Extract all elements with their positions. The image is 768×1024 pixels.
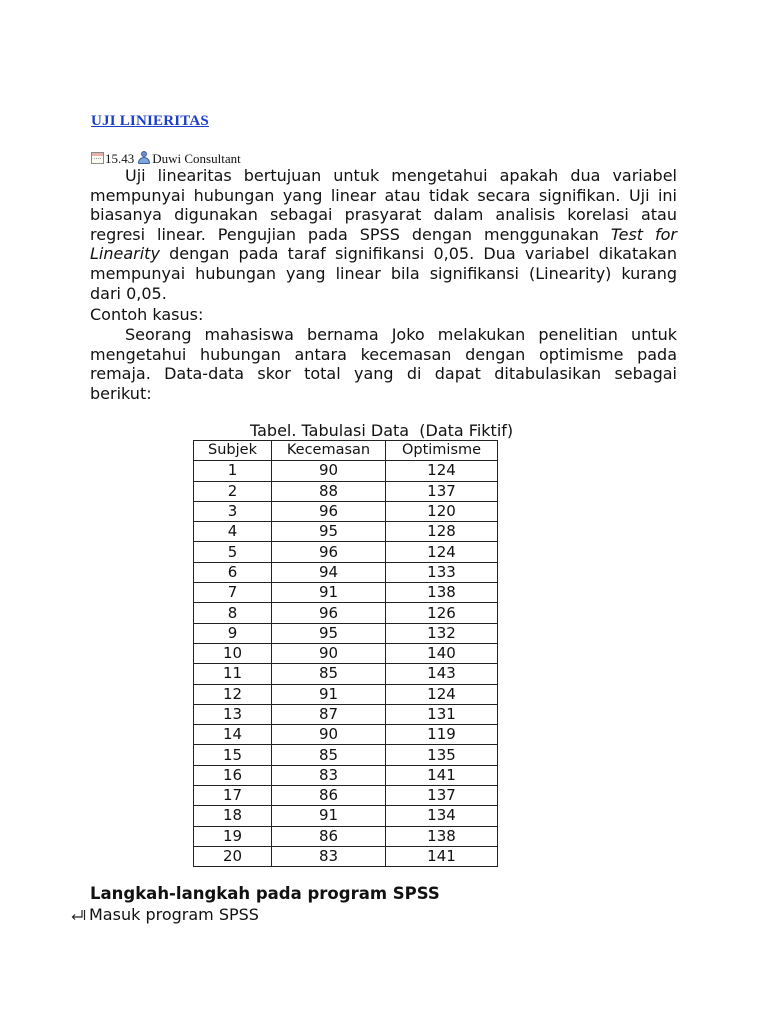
table-row bbox=[194, 704, 498, 724]
cell-kecemasan: 91 bbox=[272, 806, 386, 826]
cell-optimisme: 124 bbox=[386, 461, 498, 481]
table-row bbox=[194, 603, 498, 623]
table-row bbox=[194, 623, 498, 643]
example-label: Contoh kasus: bbox=[90, 305, 204, 324]
table-caption: Tabel. Tabulasi Data (Data Fiktif) bbox=[250, 421, 514, 440]
table-row bbox=[194, 562, 498, 582]
cell-subjek: 8 bbox=[194, 603, 272, 623]
table-row bbox=[194, 725, 498, 745]
cell-kecemasan: 95 bbox=[272, 522, 386, 542]
cell-optimisme: 131 bbox=[386, 704, 498, 724]
intro-paragraph bbox=[90, 166, 677, 303]
post-time: 15.43 bbox=[105, 151, 135, 166]
cell-subjek: 12 bbox=[194, 684, 272, 704]
column-header-kecemasan: Kecemasan bbox=[272, 441, 386, 461]
cell-subjek: 13 bbox=[194, 704, 272, 724]
table-row bbox=[194, 745, 498, 765]
column-header-subjek: Subjek bbox=[194, 441, 272, 461]
cell-kecemasan: 87 bbox=[272, 704, 386, 724]
cell-subjek: 3 bbox=[194, 501, 272, 521]
intro-text-1: Uji linearitas bertujuan untuk mengetahui apakah dua variabel mempunyai hubungan yang linear atau tidak secara signifikan. Uji ini biasanya digunakan sebagai prasyarat dalam analisis korelasi atau regresi linear. Pengujian pada SPSS dengan menggunakan bbox=[90, 166, 677, 244]
post-author[interactable]: Duwi Consultant bbox=[152, 151, 241, 166]
cell-kecemasan: 96 bbox=[272, 542, 386, 562]
step-item bbox=[70, 905, 259, 924]
table-row bbox=[194, 826, 498, 846]
cell-subjek: 9 bbox=[194, 623, 272, 643]
table-row bbox=[194, 786, 498, 806]
intro-emphasis: Test for Linearity bbox=[90, 224, 677, 264]
cell-optimisme: 124 bbox=[386, 542, 498, 562]
table-row bbox=[194, 643, 498, 663]
intro-text-2: dengan pada taraf signifikansi 0,05. Dua variabel dikatakan mempunyai hubungan yang linear bila signifikansi (Linearity) kurang dari 0,05. bbox=[90, 244, 677, 303]
cell-kecemasan: 91 bbox=[272, 583, 386, 603]
cell-kecemasan: 96 bbox=[272, 603, 386, 623]
section-heading: Langkah-langkah pada program SPSS bbox=[90, 884, 440, 903]
cell-optimisme: 140 bbox=[386, 643, 498, 663]
cell-optimisme: 137 bbox=[386, 786, 498, 806]
cell-optimisme: 126 bbox=[386, 603, 498, 623]
cell-subjek: 4 bbox=[194, 522, 272, 542]
cell-kecemasan: 95 bbox=[272, 623, 386, 643]
cell-kecemasan: 83 bbox=[272, 765, 386, 785]
cell-optimisme: 143 bbox=[386, 664, 498, 684]
cell-kecemasan: 91 bbox=[272, 684, 386, 704]
cell-optimisme: 134 bbox=[386, 806, 498, 826]
cell-optimisme: 141 bbox=[386, 765, 498, 785]
cell-subjek: 18 bbox=[194, 806, 272, 826]
table-row bbox=[194, 765, 498, 785]
table-row bbox=[194, 522, 498, 542]
column-header-optimisme: Optimisme bbox=[386, 441, 498, 461]
cell-optimisme: 133 bbox=[386, 562, 498, 582]
cell-optimisme: 138 bbox=[386, 583, 498, 603]
cell-subjek: 10 bbox=[194, 643, 272, 663]
table-header-row bbox=[194, 441, 498, 461]
table-row bbox=[194, 846, 498, 866]
cell-subjek: 15 bbox=[194, 745, 272, 765]
cell-kecemasan: 94 bbox=[272, 562, 386, 582]
cell-optimisme: 135 bbox=[386, 745, 498, 765]
table-body bbox=[194, 461, 498, 867]
cell-subjek: 14 bbox=[194, 725, 272, 745]
cell-subjek: 5 bbox=[194, 542, 272, 562]
cell-kecemasan: 88 bbox=[272, 481, 386, 501]
cell-kecemasan: 86 bbox=[272, 786, 386, 806]
cell-subjek: 16 bbox=[194, 765, 272, 785]
cell-subjek: 19 bbox=[194, 826, 272, 846]
cell-kecemasan: 90 bbox=[272, 461, 386, 481]
data-table bbox=[193, 440, 498, 867]
cell-optimisme: 124 bbox=[386, 684, 498, 704]
calendar-icon bbox=[91, 152, 104, 164]
cell-subjek: 7 bbox=[194, 583, 272, 603]
table-row bbox=[194, 461, 498, 481]
cell-kecemasan: 96 bbox=[272, 501, 386, 521]
table-row bbox=[194, 501, 498, 521]
article-title-link[interactable]: UJI LINIERITAS bbox=[91, 113, 209, 129]
cell-optimisme: 137 bbox=[386, 481, 498, 501]
cell-optimisme: 120 bbox=[386, 501, 498, 521]
table-row bbox=[194, 481, 498, 501]
cell-optimisme: 141 bbox=[386, 846, 498, 866]
step-label: Masuk program SPSS bbox=[89, 905, 259, 924]
cell-subjek: 1 bbox=[194, 461, 272, 481]
user-icon bbox=[137, 151, 151, 165]
cell-kecemasan: 83 bbox=[272, 846, 386, 866]
cell-optimisme: 138 bbox=[386, 826, 498, 846]
cell-kecemasan: 85 bbox=[272, 664, 386, 684]
table-row bbox=[194, 664, 498, 684]
cell-kecemasan: 86 bbox=[272, 826, 386, 846]
cell-optimisme: 128 bbox=[386, 522, 498, 542]
example-paragraph: Seorang mahasiswa bernama Joko melakukan penelitian untuk mengetahui hubungan antara kecemasan dengan optimisme pada remaja. Data-data skor total yang di dapat ditabulasikan sebagai berikut: bbox=[90, 325, 677, 403]
return-arrow-icon bbox=[70, 908, 86, 922]
cell-optimisme: 132 bbox=[386, 623, 498, 643]
cell-kecemasan: 90 bbox=[272, 643, 386, 663]
table-row bbox=[194, 542, 498, 562]
cell-subjek: 11 bbox=[194, 664, 272, 684]
table-row bbox=[194, 684, 498, 704]
cell-subjek: 2 bbox=[194, 481, 272, 501]
cell-subjek: 17 bbox=[194, 786, 272, 806]
table-row bbox=[194, 806, 498, 826]
cell-optimisme: 119 bbox=[386, 725, 498, 745]
table-row bbox=[194, 583, 498, 603]
cell-subjek: 20 bbox=[194, 846, 272, 866]
cell-subjek: 6 bbox=[194, 562, 272, 582]
cell-kecemasan: 85 bbox=[272, 745, 386, 765]
cell-kecemasan: 90 bbox=[272, 725, 386, 745]
